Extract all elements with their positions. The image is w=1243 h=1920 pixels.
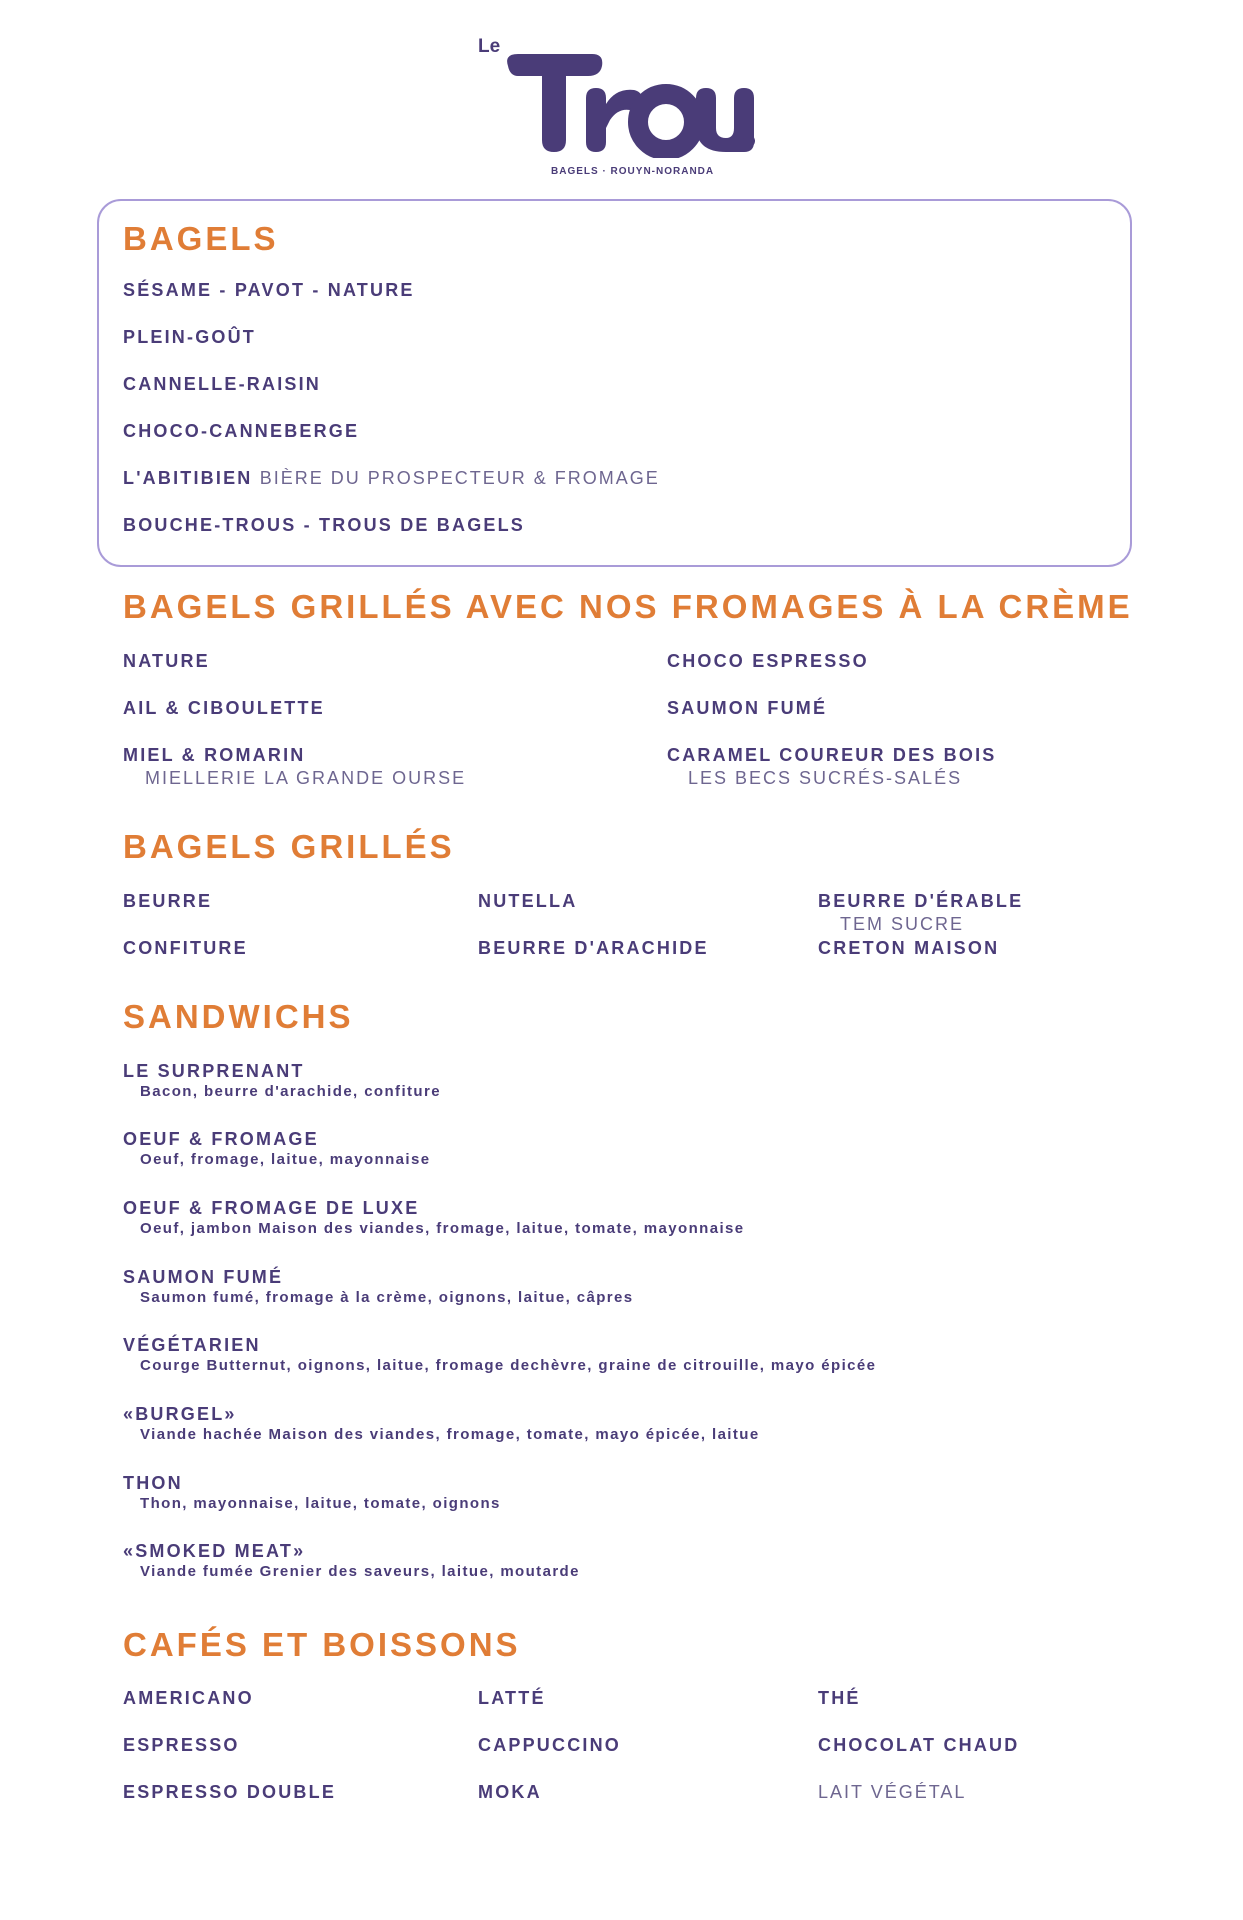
logo-trou-wordmark-icon <box>500 48 760 158</box>
drink-item: THÉ <box>818 1688 861 1708</box>
sandwich-desc: Thon, mayonnaise, laitue, tomate, oignons <box>140 1495 501 1512</box>
sandwiches-heading: SANDWICHS <box>123 998 354 1035</box>
bagel-item <box>123 468 660 489</box>
drink-item: CHOCOLAT CHAUD <box>818 1735 1020 1755</box>
grilled-item: BEURRE D'ÉRABLE <box>818 891 1024 911</box>
bagel-item: CANNELLE-RAISIN <box>123 374 321 394</box>
sandwich-name: «SMOKED MEAT» <box>123 1541 306 1561</box>
bagel-item: BOUCHE-TROUS - TROUS DE BAGELS <box>123 515 526 535</box>
sandwich-desc: Oeuf, jambon Maison des viandes, fromage, laitue, tomate, mayonnaise <box>140 1220 745 1237</box>
drink-item: CAPPUCCINO <box>478 1735 622 1755</box>
cream-cheese-detail: LES BECS SUCRÉS-SALÉS <box>688 768 963 788</box>
cream-cheese-item: MIEL & ROMARIN <box>123 745 306 765</box>
sandwich-name: OEUF & FROMAGE <box>123 1129 319 1149</box>
logo <box>0 0 1243 190</box>
sandwich-desc: Viande fumée Grenier des saveurs, laitue, moutarde <box>140 1563 580 1580</box>
grilled-item: CRETON MAISON <box>818 938 1000 958</box>
grilled-item: NUTELLA <box>478 891 578 911</box>
sandwich-name: THON <box>123 1473 183 1493</box>
bagel-item-name: L'ABITIBIEN <box>123 468 253 488</box>
drink-item: MOKA <box>478 1782 542 1802</box>
drink-item: ESPRESSO <box>123 1735 240 1755</box>
sandwich-desc: Saumon fumé, fromage à la crème, oignons, laitue, câpres <box>140 1289 634 1306</box>
bagel-item: SÉSAME - PAVOT - NATURE <box>123 280 415 300</box>
bagel-item: PLEIN-GOÛT <box>123 327 256 347</box>
logo-le-text: Le <box>478 36 501 57</box>
sandwich-name: VÉGÉTARIEN <box>123 1335 261 1355</box>
grilled-heading: BAGELS GRILLÉS <box>123 828 455 865</box>
sandwich-name: LE SURPRENANT <box>123 1061 305 1081</box>
drinks-heading: CAFÉS ET BOISSONS <box>123 1626 521 1663</box>
sandwich-desc: Bacon, beurre d'arachide, confiture <box>140 1083 441 1100</box>
bagels-heading: BAGELS <box>123 220 279 257</box>
logo-dot-icon <box>742 134 756 148</box>
grilled-item: CONFITURE <box>123 938 248 958</box>
drink-item: ESPRESSO DOUBLE <box>123 1782 337 1802</box>
cream-cheese-item: SAUMON FUMÉ <box>667 698 828 718</box>
drink-item: AMERICANO <box>123 1688 254 1708</box>
sandwich-name: OEUF & FROMAGE DE LUXE <box>123 1198 420 1218</box>
cream-cheese-heading: BAGELS GRILLÉS AVEC NOS FROMAGES À LA CRÈME <box>123 588 1133 625</box>
drink-item-alt: LAIT VÉGÉTAL <box>818 1782 967 1802</box>
sandwich-name: SAUMON FUMÉ <box>123 1267 284 1287</box>
grilled-item: BEURRE D'ARACHIDE <box>478 938 709 958</box>
bagel-item: CHOCO-CANNEBERGE <box>123 421 360 441</box>
grilled-detail: TEM SUCRE <box>840 914 965 934</box>
cream-cheese-item: CHOCO ESPRESSO <box>667 651 869 671</box>
sandwich-desc: Viande hachée Maison des viandes, fromage, tomate, mayo épicée, laitue <box>140 1426 760 1443</box>
drink-item: LATTÉ <box>478 1688 546 1708</box>
bagel-item-detail: BIÈRE DU PROSPECTEUR & FROMAGE <box>259 468 660 488</box>
grilled-item: BEURRE <box>123 891 213 911</box>
sandwich-desc: Oeuf, fromage, laitue, mayonnaise <box>140 1151 431 1168</box>
cream-cheese-item: CARAMEL COUREUR DES BOIS <box>667 745 997 765</box>
sandwich-name: «BURGEL» <box>123 1404 237 1424</box>
logo-subtitle: BAGELS · ROUYN-NORANDA <box>551 166 715 177</box>
cream-cheese-detail: MIELLERIE LA GRANDE OURSE <box>145 768 467 788</box>
cream-cheese-item: NATURE <box>123 651 210 671</box>
sandwich-desc: Courge Butternut, oignons, laitue, fromage dechèvre, graine de citrouille, mayo épicée <box>140 1357 877 1374</box>
cream-cheese-item: AIL & CIBOULETTE <box>123 698 325 718</box>
